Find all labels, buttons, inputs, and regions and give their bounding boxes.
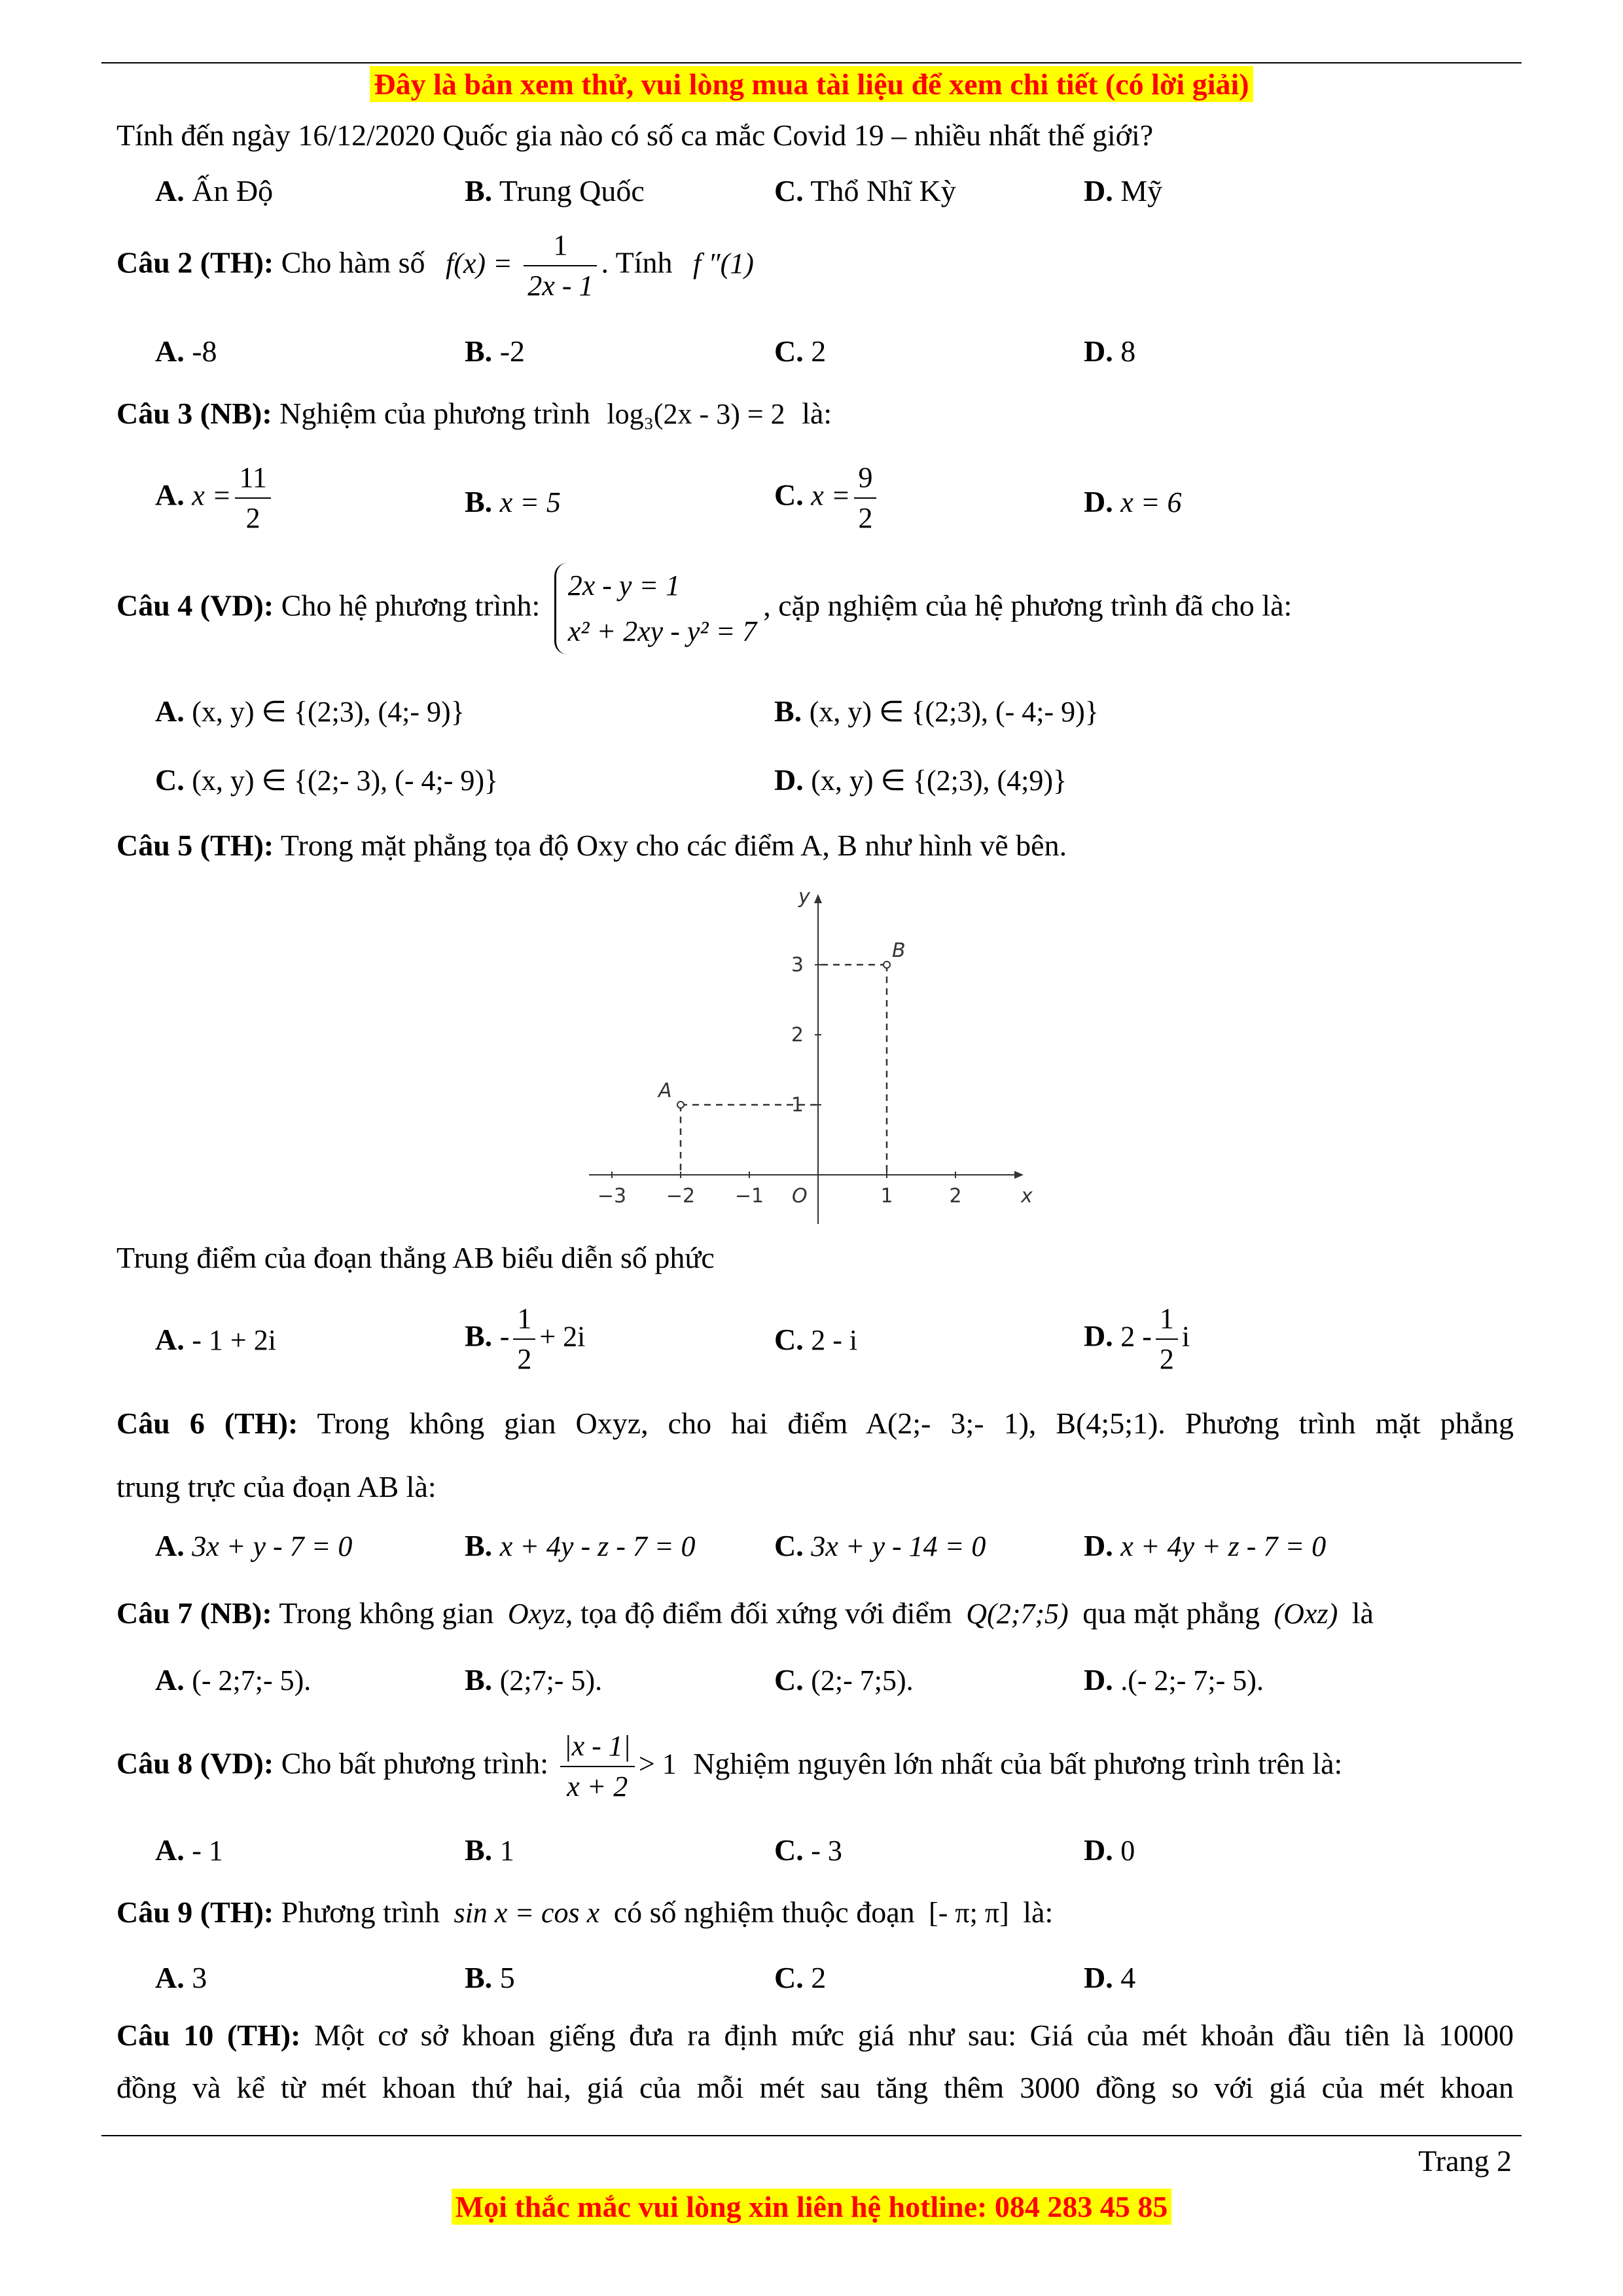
footer-rule [101,2135,1522,2136]
q8-text: Câu 8 (VD): Cho bất phương trình: $\frac{|x - 1|}{x + 2}$ > 1 Nghiệm nguyên lớn nhất của bất phương trình trên là: [116,1727,1342,1806]
preview-banner-text: Đây là bản xem thử, vui lòng mua tài liệu để xem chi tiết (có lời giải) [370,66,1253,102]
x-tick-label: −3 [597,1185,627,1208]
q6-line1-text: Trong không gian Oxyz, cho hai điểm A(2;- 3;- 1), B(4;5;1). Phương trình mặt phẳng [317,1407,1514,1440]
q10-line1: Câu 10 (TH): Một cơ sở khoan giếng đưa ra định mức giá như sau: Giá của mét khoản đầu tiên là 10000 [116,2018,1514,2052]
q2-option-c: C. 2 [774,334,827,368]
q4-system: 2x - y = 1 x² + 2xy - y² = 7 [554,563,757,655]
q5-option-d: D. 2 - $\frac{1}{2}$ i [1084,1299,1190,1379]
q1-option-b: B. Trung Quốc [465,174,645,207]
q6-option-c: C. 3x + y - 14 = 0 [774,1529,986,1562]
q2-option-d: D. 8 [1084,334,1136,368]
q10-line2: đồng và kể từ mét khoan thứ hai, giá của mỗi mét sau tăng thêm 3000 đồng so với giá của mét khoan [116,2071,1514,2104]
q6-option-b: B. x + 4y - z - 7 = 0 [465,1529,696,1562]
page-number: Trang 2 [1418,2144,1512,2178]
point-B [883,961,890,968]
q8-option-c: C. - 3 [774,1833,842,1867]
q4-option-a: A. (x, y) ∈ {(2;3), (4;- 9)} [155,694,465,728]
x-axis-arrow [1014,1171,1024,1179]
q9-option-b: B. 5 [465,1961,515,1994]
q7-option-a: A. (- 2;7;- 5). [155,1663,312,1696]
q7-option-d: D. .(- 2;- 7;- 5). [1084,1663,1264,1696]
q5-option-b: B. - $\frac{1}{2}$ + 2i [465,1299,585,1379]
q1-option-d: D. Mỹ [1084,174,1163,207]
q2-option-a: A. -8 [155,334,217,368]
q9-option-a: A. 3 [155,1961,207,1994]
q4-option-b: B. (x, y) ∈ {(2;3), (- 4;- 9)} [774,694,1099,728]
x-tick-label: −2 [666,1185,696,1208]
q3-text: Câu 3 (NB): Nghiệm của phương trình log₃(2x - 3) = 2 là: [116,397,832,430]
q4-text: Câu 4 (VD): Cho hệ phương trình: 2x - y = 1 x² + 2xy - y² = 7 , cặp nghiệm của hệ phương trình đã cho là: [116,563,1292,655]
q2-option-b: B. -2 [465,334,526,368]
y-tick-label: 2 [791,1024,804,1047]
q3-option-b: B. x = 5 [465,485,561,518]
y-axis-label: y [798,886,810,908]
y-tick-label: 3 [791,954,804,977]
q5-text: Câu 5 (TH): Trong mặt phẳng tọa độ Oxy cho các điểm A, B như hình vẽ bên. [116,829,1067,862]
point-A-label: A [658,1079,672,1102]
point-B-label: B [892,939,906,962]
q2-text: Câu 2 (TH): Cho hàm số f(x) = $\frac{1}{2x - 1}$ . Tính f ″(1) [116,226,754,306]
origin-label: O [792,1185,808,1208]
q3-option-a: A. x = $\frac{11}{2}$ [155,458,275,538]
q3-option-d: D. x = 6 [1084,485,1182,518]
point-A [677,1102,684,1108]
q5-option-a: A. - 1 + 2i [155,1323,276,1356]
y-tick-label: 1 [791,1094,804,1117]
x-tick-label: −1 [734,1185,764,1208]
q1-option-c: C. Thổ Nhĩ Kỳ [774,174,956,207]
hotline-text: Mọi thắc mắc vui lòng xin liên hệ hotline: 084 283 45 85 [452,2189,1172,2225]
q6-option-d: D. x + 4y + z - 7 = 0 [1084,1529,1327,1562]
q3-option-c: C. x = $\frac{9}{2}$ [774,458,880,538]
q6-option-a: A. 3x + y - 7 = 0 [155,1529,353,1562]
preview-banner [0,67,1623,101]
q7-option-c: C. (2;- 7;5). [774,1663,914,1696]
q1-text: Tính đến ngày 16/12/2020 Quốc gia nào có số ca mắc Covid 19 – nhiều nhất thế giới? [116,118,1154,152]
y-axis-arrow [814,894,822,903]
q7-text: Câu 7 (NB): Trong không gian Oxyz, tọa độ điểm đối xứng với điểm Q(2;7;5) qua mặt phẳng (Oxz) là [116,1596,1374,1630]
x-tick-label: 2 [949,1185,962,1208]
q4-option-d: D. (x, y) ∈ {(2;3), (4;9)} [774,763,1067,797]
x-tick-label: 1 [880,1185,893,1208]
q4-option-c: C. (x, y) ∈ {(2;- 3), (- 4;- 9)} [155,763,499,797]
q9-text: Câu 9 (TH): Phương trình sin x = cos x có số nghiệm thuộc đoạn [- π; π] là: [116,1895,1054,1929]
q8-option-a: A. - 1 [155,1833,223,1867]
q5-option-c: C. 2 - i [774,1323,858,1356]
q9-option-d: D. 4 [1084,1961,1136,1994]
q6-line1 [116,1406,1514,1441]
q1-option-a: A. Ấn Độ [155,174,274,207]
q5-text-after: Trung điểm của đoạn thẳng AB biểu diễn số phức [116,1241,715,1274]
q9-option-c: C. 2 [774,1961,827,1994]
q8-option-d: D. 0 [1084,1833,1135,1867]
q2-fraction: $\frac{1}{2x - 1}$ [524,226,597,306]
header-rule [101,62,1522,63]
q6-line2: trung trực của đoạn AB là: [116,1470,437,1503]
x-axis-label: x [1021,1185,1033,1208]
q8-fraction: $\frac{|x - 1|}{x + 2}$ [560,1727,635,1806]
q6-label: Câu 6 (TH): [116,1407,298,1440]
q5-coordinate-figure [563,884,1086,1224]
q7-option-b: B. (2;7;- 5). [465,1663,603,1696]
q8-option-b: B. 1 [465,1833,514,1867]
hotline-banner [0,2189,1623,2224]
